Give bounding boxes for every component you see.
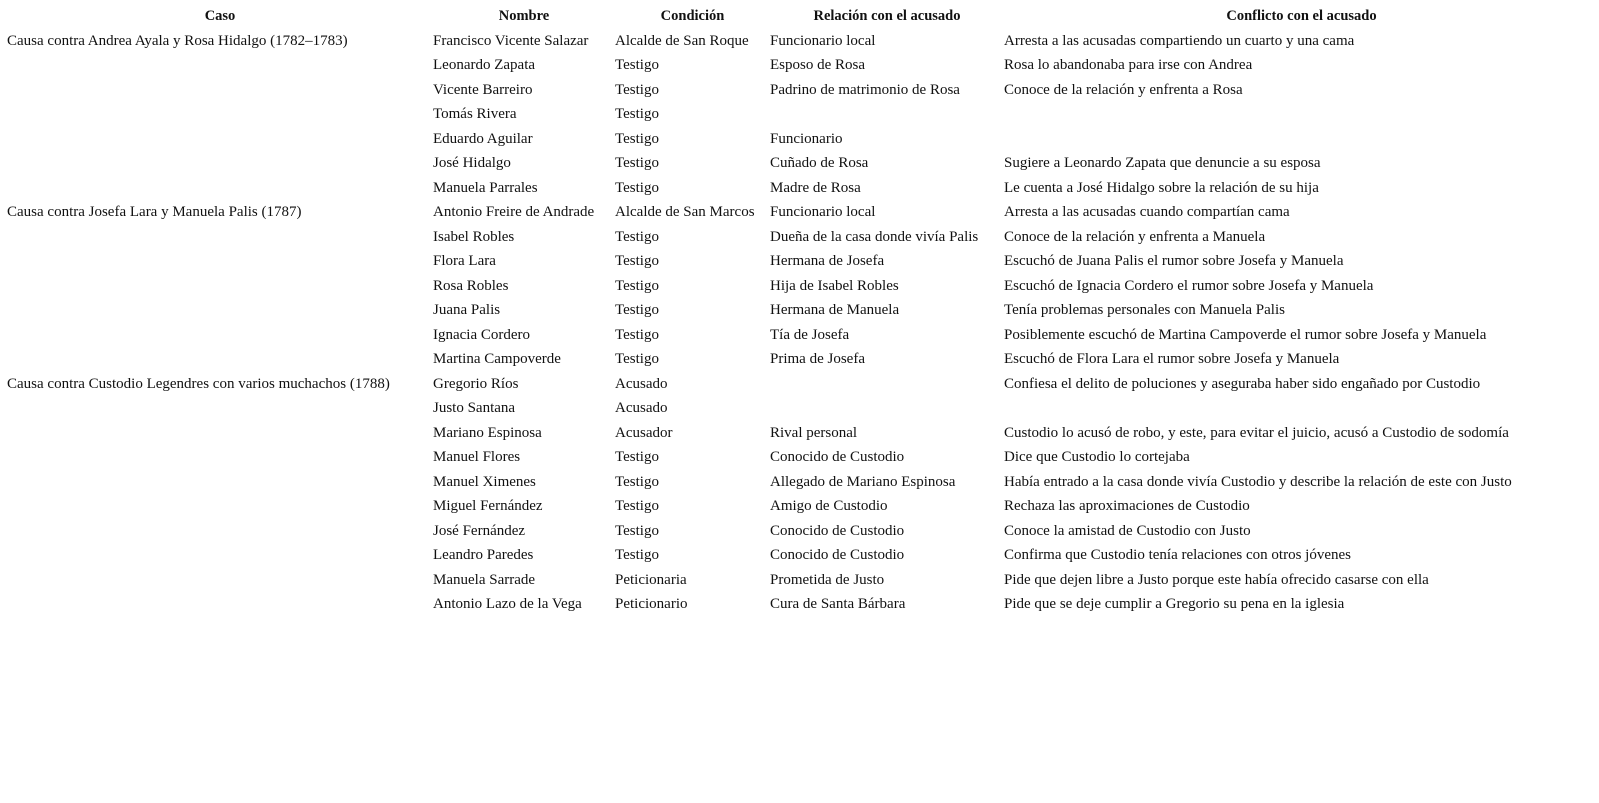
cell-condicion: Testigo [615,106,659,122]
table-row [7,78,1599,103]
cell-condicion: Testigo [615,130,659,147]
cell-caso [7,225,433,250]
cell-conflicto: Arresta a las acusadas cuando compartían cama [1004,204,1290,220]
cell-condicion: Acusado [615,400,668,416]
cell-condicion: Testigo [615,498,659,514]
cell-relacion: Allegado de Mariano Espinosa [770,473,956,490]
cell-relacion: Funcionario [770,130,843,147]
cell-nombre: José Fernández [433,522,526,539]
cell-caso: Causa contra Custodio Legendres con varios muchachos (1788) [7,375,390,392]
table-row [7,53,1599,78]
cell-relacion: Madre de Rosa [770,179,861,196]
header-nombre: Nombre [498,8,550,24]
table-row [7,176,1599,201]
cell-caso: Causa contra Andrea Ayala y Rosa Hidalgo (1782–1783) [7,32,348,49]
cell-condicion: Testigo [615,522,659,539]
header-condicion: Condición [660,8,725,24]
cell-relacion: Dueña de la casa donde vivía Palis [770,228,979,245]
cell-nombre: Leandro Paredes [433,547,534,563]
cell-relacion [770,396,1004,421]
cell-conflicto: Confirma que Custodio tenía relaciones con otros jóvenes [1004,547,1351,563]
cell-condicion: Testigo [615,449,659,465]
cell-nombre: Martina Campoverde [433,351,561,367]
cell-nombre: Juana Palis [433,302,501,318]
header-caso: Caso [204,8,236,24]
cell-conflicto: Sugiere a Leonardo Zapata que denuncie a su esposa [1004,155,1321,171]
cell-nombre: Flora Lara [433,253,496,269]
cell-condicion: Testigo [615,302,659,318]
cell-conflicto [1004,396,1599,421]
table-row [7,127,1599,152]
table-row [7,470,1599,495]
cell-condicion: Testigo [615,155,659,171]
cell-conflicto: Tenía problemas personales con Manuela Palis [1004,302,1285,318]
cell-nombre: José Hidalgo [433,155,511,171]
cell-nombre: Vicente Barreiro [433,81,533,98]
cell-nombre: Manuel Ximenes [433,473,536,490]
cell-nombre: Gregorio Ríos [433,375,519,392]
cell-nombre: Rosa Robles [433,277,509,294]
cell-conflicto [1004,127,1599,152]
cell-condicion: Testigo [615,351,659,367]
cell-conflicto: Conoce de la relación y enfrenta a Rosa [1004,81,1243,98]
cell-conflicto: Arresta a las acusadas compartiendo un cuarto y una cama [1004,32,1355,49]
cell-condicion: Alcalde de San Roque [615,32,749,49]
cell-relacion: Cura de Santa Bárbara [770,596,906,612]
table-body [7,29,1599,617]
table-row [7,249,1599,274]
cell-nombre: Miguel Fernández [433,498,543,514]
table-row [7,592,1599,617]
cell-caso [7,592,433,617]
table-row [7,396,1599,421]
cell-relacion: Cuñado de Rosa [770,155,869,171]
witness-table [7,4,1599,617]
cell-nombre: Antonio Lazo de la Vega [433,596,582,612]
cell-relacion [770,102,1004,127]
cell-caso [7,53,433,78]
table-row [7,372,1599,397]
cell-relacion: Funcionario local [770,204,876,220]
cell-nombre: Mariano Espinosa [433,424,542,441]
header-row [7,4,1599,29]
cell-conflicto: Pide que dejen libre a Justo porque este había ofrecido casarse con ella [1004,571,1429,588]
cell-relacion [770,372,1004,397]
cell-conflicto: Escuchó de Ignacia Cordero el rumor sobre Josefa y Manuela [1004,277,1374,294]
table-row [7,519,1599,544]
cell-caso [7,421,433,446]
cell-condicion: Peticionaria [615,571,687,588]
cell-conflicto: Posiblemente escuchó de Martina Campoverde el rumor sobre Josefa y Manuela [1004,326,1487,343]
cell-condicion: Testigo [615,81,659,98]
cell-caso [7,274,433,299]
cell-condicion: Testigo [615,179,659,196]
cell-condicion: Alcalde de San Marcos [615,204,755,220]
cell-conflicto [1004,102,1599,127]
cell-relacion: Hija de Isabel Robles [770,277,899,294]
cell-nombre: Tomás Rivera [433,106,517,122]
cell-relacion: Conocido de Custodio [770,522,905,539]
cell-nombre: Justo Santana [433,400,516,416]
cell-condicion: Testigo [615,547,659,563]
cell-conflicto: Conoce la amistad de Custodio con Justo [1004,522,1251,539]
table-row [7,421,1599,446]
cell-relacion: Funcionario local [770,32,876,49]
cell-relacion: Esposo de Rosa [770,57,865,73]
cell-nombre: Manuel Flores [433,449,521,465]
cell-conflicto: Dice que Custodio lo cortejaba [1004,449,1190,465]
cell-caso [7,568,433,593]
cell-conflicto: Escuchó de Juana Palis el rumor sobre Josefa y Manuela [1004,253,1344,269]
cell-conflicto: Confiesa el delito de poluciones y aseguraba haber sido engañado por Custodio [1004,375,1481,392]
table-row [7,225,1599,250]
cell-relacion: Padrino de matrimonio de Rosa [770,81,960,98]
cell-condicion: Testigo [615,277,659,294]
cell-relacion: Amigo de Custodio [770,498,888,514]
header-conflicto: Conflicto con el acusado [1226,8,1377,24]
cell-relacion: Hermana de Josefa [770,253,885,269]
cell-conflicto: Rosa lo abandonaba para irse con Andrea [1004,57,1253,73]
cell-caso [7,519,433,544]
cell-conflicto: Custodio lo acusó de robo, y este, para evitar el juicio, acusó a Custodio de sodomía [1004,424,1509,441]
table-row [7,151,1599,176]
cell-caso: Causa contra Josefa Lara y Manuela Palis (1787) [7,204,302,220]
table-row [7,347,1599,372]
cell-caso [7,78,433,103]
cell-condicion: Testigo [615,57,659,73]
table-row [7,102,1599,127]
cell-condicion: Acusado [615,375,668,392]
cell-condicion: Testigo [615,326,659,343]
cell-nombre: Antonio Freire de Andrade [433,204,595,220]
cell-nombre: Eduardo Aguilar [433,130,533,147]
cell-nombre: Isabel Robles [433,228,515,245]
table-row [7,445,1599,470]
table-row [7,29,1599,54]
cell-conflicto: Escuchó de Flora Lara el rumor sobre Josefa y Manuela [1004,351,1340,367]
cell-caso [7,470,433,495]
table-row [7,298,1599,323]
cell-nombre: Manuela Parrales [433,179,538,196]
cell-conflicto: Había entrado a la casa donde vivía Custodio y describe la relación de este con Justo [1004,473,1512,490]
table-row [7,494,1599,519]
cell-caso [7,102,433,127]
table-row [7,543,1599,568]
cell-relacion: Hermana de Manuela [770,302,900,318]
cell-conflicto: Le cuenta a José Hidalgo sobre la relación de su hija [1004,179,1319,196]
cell-conflicto: Pide que se deje cumplir a Gregorio su pena en la iglesia [1004,596,1345,612]
cell-caso [7,176,433,201]
cell-nombre: Ignacia Cordero [433,326,531,343]
cell-conflicto: Conoce de la relación y enfrenta a Manuela [1004,228,1266,245]
cell-caso [7,494,433,519]
table-row [7,568,1599,593]
cell-condicion: Peticionario [615,596,688,612]
cell-relacion: Prometida de Justo [770,571,885,588]
cell-caso [7,347,433,372]
cell-condicion: Testigo [615,473,659,490]
cell-caso [7,249,433,274]
cell-nombre: Francisco Vicente Salazar [433,32,589,49]
cell-caso [7,543,433,568]
cell-caso [7,396,433,421]
cell-relacion: Prima de Josefa [770,351,865,367]
cell-caso [7,151,433,176]
cell-caso [7,298,433,323]
cell-condicion: Testigo [615,228,659,245]
cell-caso [7,127,433,152]
header-relacion: Relación con el acusado [813,8,961,24]
cell-caso [7,445,433,470]
table-row [7,200,1599,225]
cell-caso [7,323,433,348]
cell-nombre: Manuela Sarrade [433,571,536,588]
cell-nombre: Leonardo Zapata [433,57,536,73]
cell-relacion: Rival personal [770,424,858,441]
cell-relacion: Conocido de Custodio [770,547,905,563]
table-row [7,274,1599,299]
cell-condicion: Acusador [615,424,673,441]
cell-relacion: Conocido de Custodio [770,449,905,465]
table-row [7,323,1599,348]
cell-relacion: Tía de Josefa [770,326,850,343]
cell-conflicto: Rechaza las aproximaciones de Custodio [1004,498,1250,514]
cell-condicion: Testigo [615,253,659,269]
